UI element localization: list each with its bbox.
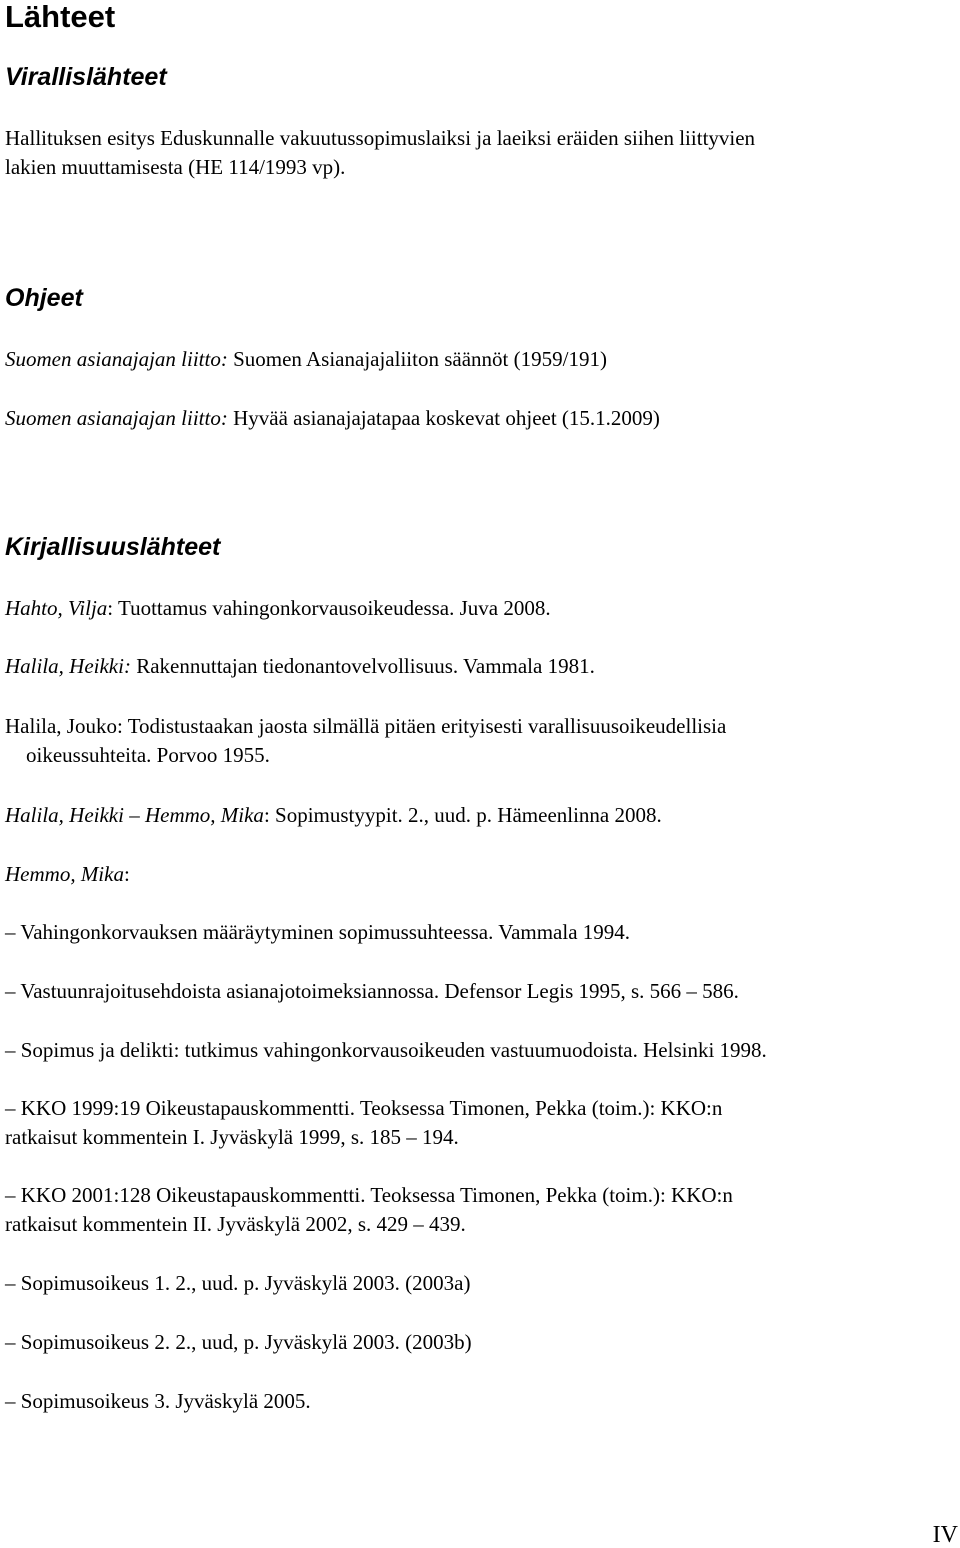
reference-text: Hyvää asianajajatapaa koskevat ohjeet (15.1.2009) [227,406,660,430]
reference-item: – Vastuunrajoitusehdoista asianajotoimeksiannossa. Defensor Legis 1995, s. 566 – 586. [5,979,739,1003]
reference-item: – Vahingonkorvauksen määräytyminen sopimussuhteessa. Vammala 1994. [5,920,631,944]
reference-author: Suomen asianajajan liitto: [5,406,228,430]
reference-item: – Sopimus ja delikti: tutkimus vahingonkorvausoikeuden vastuumuodoista. Helsinki 1998. [5,1038,767,1062]
page-title: Lähteet [5,0,116,34]
reference-entry [5,404,660,433]
reference-item: – KKO 1999:19 Oikeustapauskommentti. Teoksessa Timonen, Pekka (toim.): KKO:n [5,1096,723,1120]
reference-text: Suomen Asianajajaliiton säännöt (1959/191) [227,347,607,371]
reference-item: ratkaisut kommentein I. Jyväskylä 1999, s. 185 – 194. [5,1125,459,1149]
reference-item: – Sopimusoikeus 3. Jyväskylä 2005. [5,1389,311,1413]
page-number: IV [932,1522,958,1548]
reference-author: Hahto, Vilja [5,596,108,620]
reference-text: : [123,862,130,886]
reference-text: : Tuottamus vahingonkorvausoikeudessa. Juva 2008. [107,596,551,620]
section-heading-literature: Kirjallisuuslähteet [5,533,221,561]
reference-item: – Sopimusoikeus 1. 2., uud. p. Jyväskylä 2003. (2003a) [5,1271,471,1295]
reference-author: Halila, Heikki: [5,654,131,678]
section-heading-guidelines: Ohjeet [5,284,83,312]
reference-entry [5,860,130,889]
reference-author: Suomen asianajajan liitto: [5,347,228,371]
reference-text: Rakennuttajan tiedonantovelvollisuus. Vammala 1981. [130,654,595,678]
reference-line: oikeussuhteita. Porvoo 1955. [26,743,270,767]
reference-item: – Sopimusoikeus 2. 2., uud, p. Jyväskylä 2003. (2003b) [5,1330,472,1354]
reference-author: Hemmo, Mika [5,862,124,886]
reference-text: : Sopimustyypit. 2., uud. p. Hämeenlinna 2008. [263,803,662,827]
reference-entry [5,652,595,681]
reference-author: Halila, Heikki – Hemmo, Mika [5,803,264,827]
reference-entry [5,801,662,830]
section-heading-official: Virallislähteet [5,63,167,91]
reference-line: Halila, Jouko: Todistustaakan jaosta silmällä pitäen erityisesti varallisuusoikeudellisia [5,714,727,738]
reference-line: Hallituksen esitys Eduskunnalle vakuutussopimuslaiksi ja laeiksi eräiden siihen liittyvien [5,126,756,150]
reference-entry [5,594,551,623]
reference-item: ratkaisut kommentein II. Jyväskylä 2002, s. 429 – 439. [5,1212,466,1236]
reference-item: – KKO 2001:128 Oikeustapauskommentti. Teoksessa Timonen, Pekka (toim.): KKO:n [5,1183,733,1207]
reference-line: lakien muuttamisesta (HE 114/1993 vp). [5,155,346,179]
reference-entry [5,345,607,374]
